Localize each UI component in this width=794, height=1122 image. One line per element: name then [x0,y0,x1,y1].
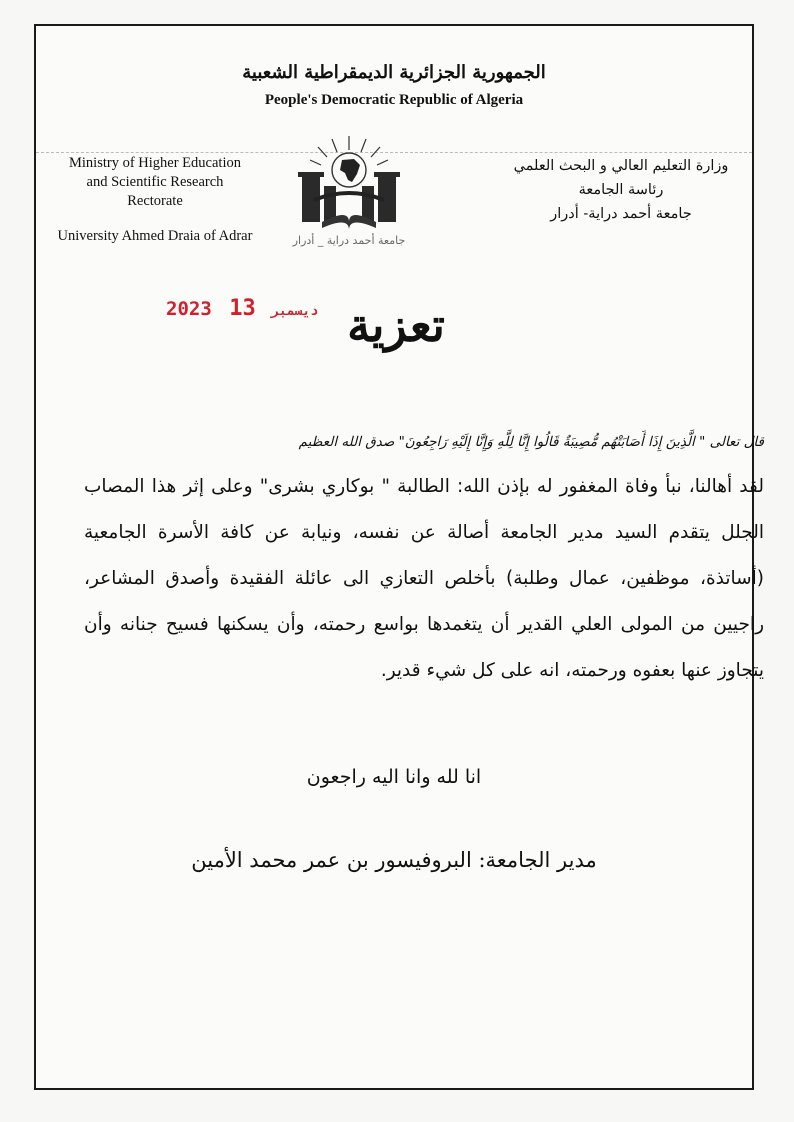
stamp-year: 2023 [166,298,212,320]
university-logo [274,130,424,250]
english-letterhead [50,154,260,246]
africa-map-icon [340,159,360,182]
rectorate-arabic: رئاسة الجامعة [578,182,664,198]
quran-verse: قال تعالى " الَّذِينَ إِذَا أَصَابَتْهُم مُّصِيبَةٌ قَالُوا إِنَّا لِلَّهِ وَإِنَّا إِلَيْهِ رَاجِعُونَ" صدق الله العظيم [298,434,764,450]
country-name-arabic: الجمهورية الجزائرية الديمقراطية الشعبية [242,62,546,83]
country-name-english: People's Democratic Republic of Algeria [264,92,524,108]
document-frame [34,24,764,1090]
logo-caption: جامعة أحمد دراية _ أدرار [292,234,406,247]
ministry-line-2: and Scientific Research [86,174,224,190]
condolence-body [84,434,764,694]
signature-line: مدير الجامعة: البروفيسور بن عمر محمد الأمين [191,848,597,872]
closing-phrase: انا لله وانا اليه راجعون [306,766,482,788]
stamp-month: ديسمبر [271,304,319,319]
university-name-english: University Ahmed Draia of Adrar [57,228,253,244]
rectorate-label: Rectorate [127,193,183,209]
stamp-day: 13 [229,296,256,321]
arabic-letterhead [508,154,734,226]
condolence-paragraph: لقد أهالنا، نبأ وفاة المغفور له بإذن الله: الطالبة " بوكاري بشرى" وعلى إثر هذا المصاب الجلل يتقدم السيد مدير الجامعة أصالة عن نفسه، ونيابة عن كافة الأسرة الجامعية (أساتذة، موظفين، عمال وطلبة) بأخلص التعازي الى عائلة الفقيدة وأصدق المشاعر، راجيين من المولى العلي القدير أن يتغمدها بواسع رحمته، وأن يسكنها فسيح جنانه وأن يتجاوز عنها بعفوه ورحمته، انه على كل شيء قدير. [84,476,764,681]
ministry-line-1: Ministry of Higher Education [69,155,241,171]
university-name-arabic: جامعة أحمد دراية- أدرار [550,206,692,222]
page-title: تعزية [347,298,445,352]
ministry-arabic: وزارة التعليم العالي و البحث العلمي [513,158,729,174]
